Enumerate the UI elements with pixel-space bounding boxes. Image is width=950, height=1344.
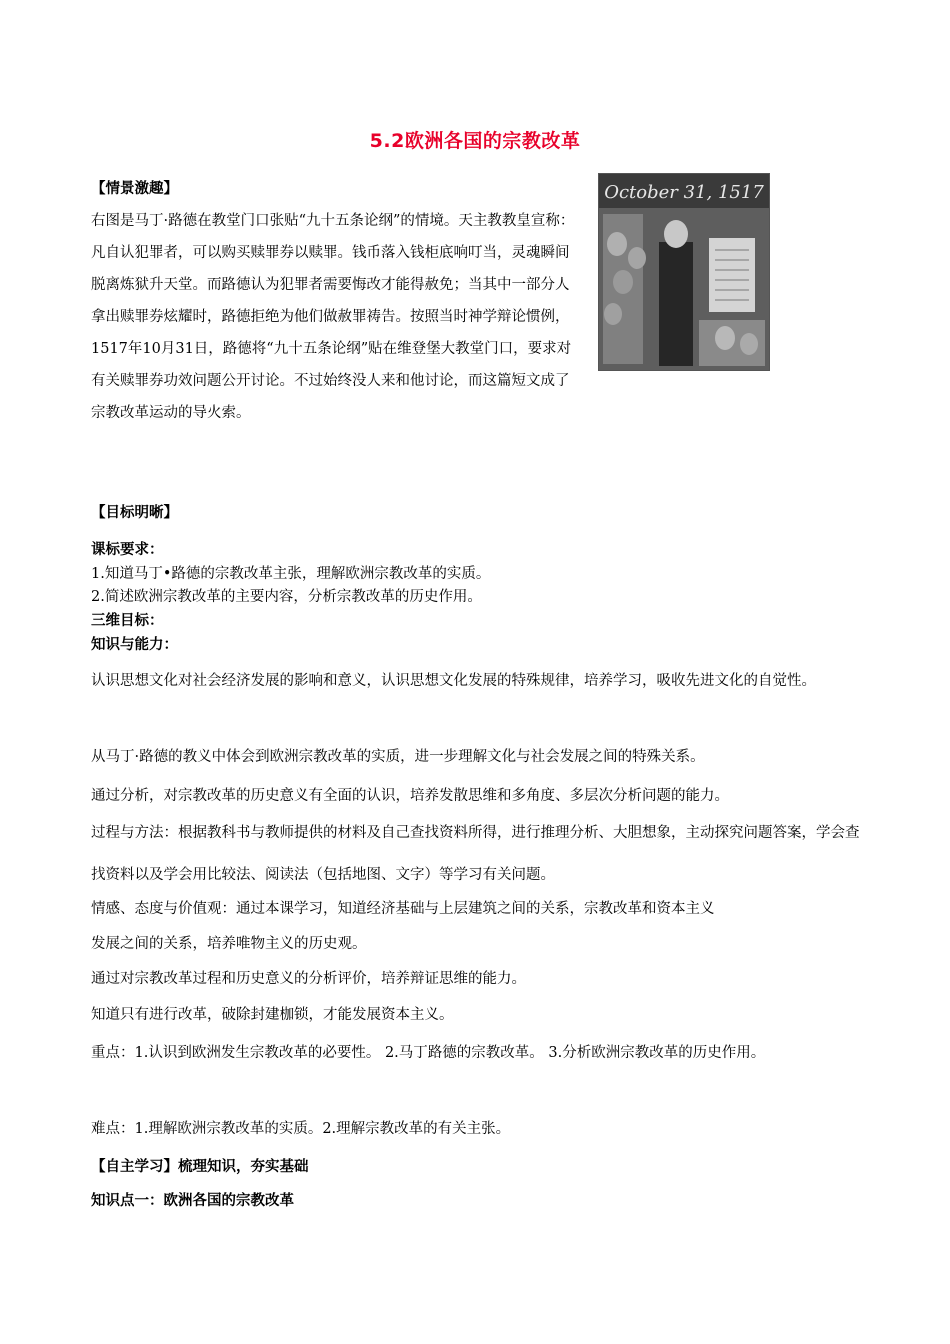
image-caption-text: October 31, 1517 xyxy=(604,182,764,203)
knowledge-ability-label: 知识与能力： xyxy=(91,637,178,653)
section-header-self-study xyxy=(91,1155,309,1176)
page-title: 5.2欧洲各国的宗教改革 xyxy=(369,130,581,152)
three-dim-label: 三维目标： xyxy=(91,613,164,629)
curriculum-item-2: 2.简述欧洲宗教改革的主要内容，分析宗教改革的历史作用。 xyxy=(91,589,482,605)
key-points-paragraph: 重点：1.认识到欧洲发生宗教改革的必要性。 2.马丁路德的宗教改革。 3.分析欧洲宗教改革的历史作用。 xyxy=(91,1045,766,1061)
self-study-header-label: 【自主学习】 xyxy=(91,1159,178,1175)
curriculum-label: 课标要求： xyxy=(91,542,164,558)
section-header-scenario: 【情景激趣】 xyxy=(91,181,178,197)
knowledge-point-1: 知识点一：欧洲各国的宗教改革 xyxy=(91,1193,294,1209)
emotion-paragraph-2: 发展之间的关系，培养唯物主义的历史观。 xyxy=(91,936,367,952)
difficult-points-paragraph: 难点：1.理解欧洲宗教改革的实质。2.理解宗教改革的有关主张。 xyxy=(91,1121,511,1137)
section-header-goals: 【目标明晰】 xyxy=(91,505,178,521)
goal-paragraph-1: 认识思想文化对社会经济发展的影响和意义，认识思想文化发展的特殊规律，培养学习，吸收先进文化的自觉性。 xyxy=(91,673,816,689)
luther-theses-image xyxy=(598,173,770,371)
scenario-paragraph: 右图是马丁·路德在教堂门口张贴“九十五条论纲”的情境。天主教教皇宣称：凡自认犯罪者，可以购买赎罪券以赎罪。钱币落入钱柜底响叮当，灵魂瞬间脱离炼狱升天堂。而路德认为犯罪者需要悔改才能得赦免；当其中一部分人拿出赎罪券炫耀时，路德拒绝为他们做赦罪祷告。按照当时神学辩论惯例，1517年10月31日，路德将“九十五条论纲”贴在维登堡大教堂门口，要求对有关赎罪券功效问题公开讨论。不过始终没人来和他讨论，而这篇短文成了宗教改革运动的导火索。 xyxy=(91,213,575,421)
goal-paragraph-reform: 知道只有进行改革，破除封建枷锁，才能发展资本主义。 xyxy=(91,1007,454,1023)
goal-paragraph-3: 通过分析，对宗教改革的历史意义有全面的认识，培养发散思维和多角度、多层次分析问题的能力。 xyxy=(91,788,729,804)
goal-paragraph-dialectic: 通过对宗教改革过程和历史意义的分析评价，培养辩证思维的能力。 xyxy=(91,971,526,987)
goal-paragraph-2: 从马丁·路德的教义中体会到欧洲宗教改革的实质，进一步理解文化与社会发展之间的特殊关系。 xyxy=(91,749,705,765)
curriculum-item-1: 1.知道马丁•路德的宗教改革主张，理解欧洲宗教改革的实质。 xyxy=(91,566,491,582)
self-study-header-suffix: 梳理知识，夯实基础 xyxy=(178,1159,309,1175)
process-method-paragraph: 过程与方法：根据教科书与教师提供的材料及自己查找资料所得，进行推理分析、大胆想象，主动探究问题答案，学会查找资料以及学会用比较法、阅读法（包括地图、文字）等学习有关问题。 xyxy=(91,825,860,883)
emotion-paragraph-1: 情感、态度与价值观：通过本课学习，知道经济基础与上层建筑之间的关系，宗教改革和资本主义 xyxy=(91,901,715,917)
